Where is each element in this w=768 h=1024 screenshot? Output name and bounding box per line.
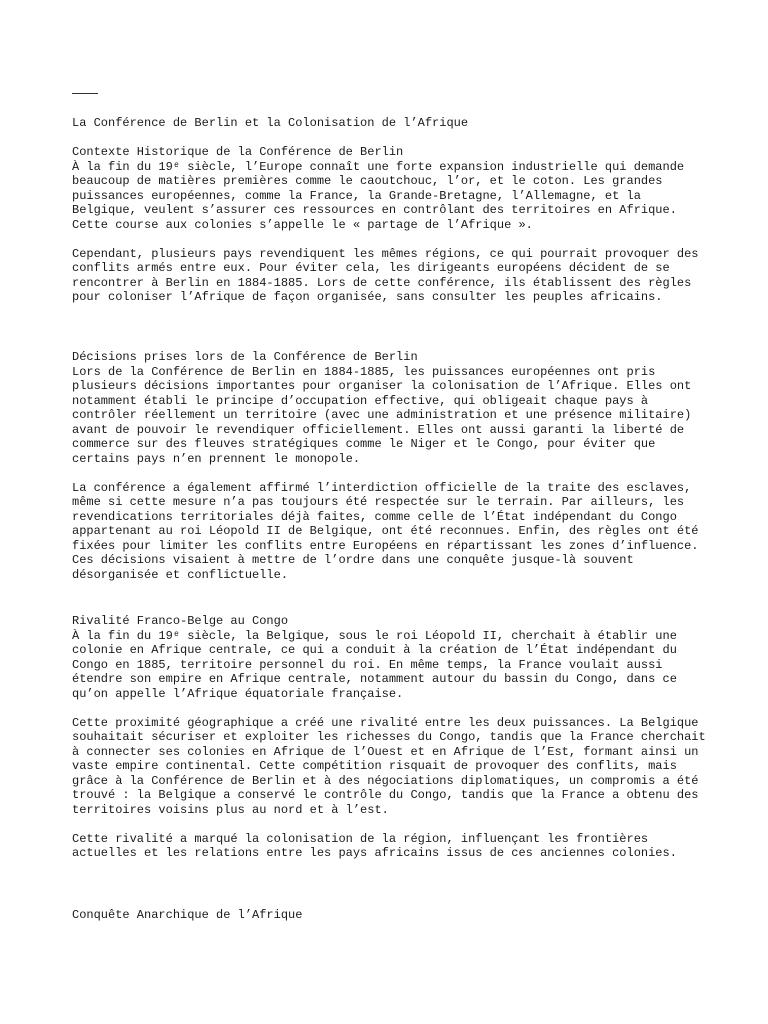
paragraph: Cependant, plusieurs pays revendiquent les mêmes régions, ce qui pourrait provoquer des conflits armés entre eux. Pour éviter cela, les dirigeants européens décident de se rencontrer à Berlin en 1884-1885. Lors de cette conférence, ils établissent des règles pour coloniser l’Afrique de façon organisée, sans consulter les peuples africains. xyxy=(72,246,699,304)
section-contexte xyxy=(72,145,712,305)
paragraph: La conférence a également affirmé l’interdiction officielle de la traite des esclaves, même si cette mesure n’a pas toujours été respectée sur le terrain. Par ailleurs, les revendications territoriales déjà faites, comme celle de l’État indépendant du Congo appartenant au roi Léopold II de Belgique, ont été reconnues. Enfin, des règles ont été fixées pour limiter les conflits entre Européens en répartissant les zones d’influence. Ces décisions visaient à mettre de l’ordre dans une conquête jusque-là souvent désorganisée et conflictuelle. xyxy=(72,480,699,582)
section-heading: Rivalité Franco-Belge au Congo xyxy=(72,614,289,628)
paragraph: Lors de la Conférence de Berlin en 1884-1885, les puissances européennes ont pris plusieurs décisions importantes pour organiser la colonisation de l’Afrique. Elles ont notamment établi le principe d’occupation effective, qui obligeait chaque pays à contrôler réellement un territoire (avec une administration et une présence militaire) avant de pouvoir le revendiquer officiellement. Elles ont aussi garanti la liberté de commerce sur des fleuves stratégiques comme le Niger et le Congo, pour éviter que certains pays n’en prennent le monopole. xyxy=(72,364,692,466)
section-heading: Conquête Anarchique de l’Afrique xyxy=(72,908,303,922)
section-heading: Décisions prises lors de la Conférence de Berlin xyxy=(72,350,418,364)
section-conquete xyxy=(72,908,712,923)
section-heading: Contexte Historique de la Conférence de Berlin xyxy=(72,145,404,159)
paragraph: À la fin du 19ᵉ siècle, l’Europe connaît une forte expansion industrielle qui demande beaucoup de matières premières comme le caoutchouc, l’or, et le coton. Les grandes puissances européennes, comme la France, la Grande-Bretagne, l’Allemagne, et la Belgique, veulent s’assurer ces ressources en contrôlant des territoires en Afrique. Cette course aux colonies s’appelle le « partage de l’Afrique ». xyxy=(72,159,685,232)
document-title: La Conférence de Berlin et la Colonisation de l’Afrique xyxy=(72,116,469,130)
section-rivalite xyxy=(72,614,712,861)
paragraph: Cette proximité géographique a créé une rivalité entre les deux puissances. La Belgique souhaitait sécuriser et exploiter les richesses du Congo, tandis que la France cherchait à connecter ses colonies en Afrique de l’Ouest et en Afrique de l’Est, formant ainsi un vaste empire continental. Cette compétition risquait de provoquer des conflits, mais grâce à la Conférence de Berlin et à des négociations diplomatiques, un compromis a été trouvé : la Belgique a conservé le contrôle du Congo, tandis que la France a obtenu des territoires voisins plus au nord et à l’est. xyxy=(72,715,706,817)
header-rule xyxy=(72,93,98,94)
paragraph: À la fin du 19ᵉ siècle, la Belgique, sous le roi Léopold II, cherchait à établir une colonie en Afrique centrale, ce qui a conduit à la création de l’État indépendant du Congo en 1885, territoire personnel du roi. En même temps, la France voulait aussi étendre son empire en Afrique centrale, notamment autour du bassin du Congo, dans ce qu’on appelle l’Afrique équatoriale française. xyxy=(72,628,677,701)
paragraph: Cette rivalité a marqué la colonisation de la région, influençant les frontières actuelles et les relations entre les pays africains issus de ces anciennes colonies. xyxy=(72,831,677,860)
section-decisions xyxy=(72,350,712,582)
